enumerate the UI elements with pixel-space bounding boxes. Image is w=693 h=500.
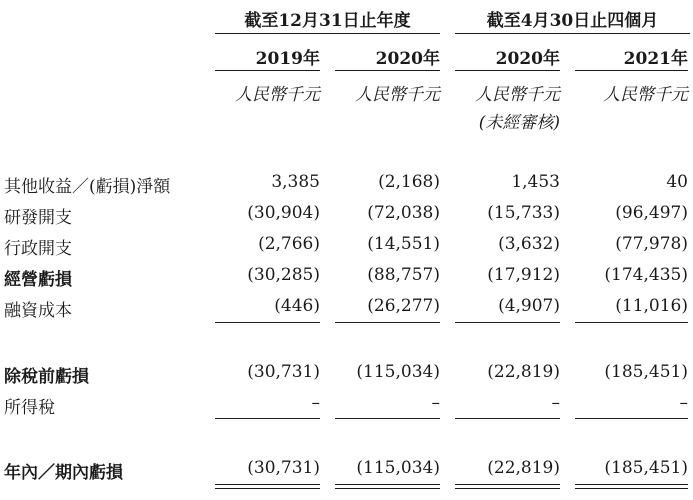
- total-double-rule-4a: [575, 484, 688, 485]
- cell-loss-for-period-2021-p: (185,451): [604, 458, 688, 478]
- cell-other-gains-2020-p: 1,453: [511, 172, 560, 192]
- cell-admin-2021-p: (77,978): [615, 234, 688, 254]
- cell-rd-2020: (72,038): [367, 203, 440, 223]
- year-rule-3: [455, 70, 560, 71]
- cell-loss-for-period-2020: (115,034): [356, 458, 440, 478]
- cell-finance-costs-2021-p: (11,016): [615, 296, 688, 316]
- cell-operating-loss-2020: (88,757): [367, 265, 440, 285]
- total-double-rule-2b: [335, 488, 440, 489]
- cell-loss-before-tax-2021-p: (185,451): [604, 362, 688, 382]
- cell-finance-costs-2019: (446): [274, 296, 320, 316]
- unit-label-1: 人民幣千元: [235, 85, 320, 105]
- cell-finance-costs-2020: (26,277): [367, 296, 440, 316]
- cell-finance-costs-2020-p: (4,907): [498, 296, 560, 316]
- row-label-other-gains: 其他收益／(虧損)淨額: [4, 177, 171, 197]
- cell-rd-2019: (30,904): [247, 203, 320, 223]
- year-header-2019: 2019年: [255, 49, 320, 69]
- cell-loss-for-period-2019: (30,731): [247, 458, 320, 478]
- year-rule-2: [335, 70, 440, 71]
- cell-income-tax-2020: –: [431, 393, 440, 413]
- cell-other-gains-2020: (2,168): [378, 172, 440, 192]
- header-group-rule-2: [455, 33, 690, 34]
- unit-label-3: 人民幣千元: [475, 85, 560, 105]
- subtotal-rule-4: [575, 322, 688, 323]
- cell-admin-2020: (14,551): [367, 234, 440, 254]
- year-header-2020: 2020年: [375, 49, 440, 69]
- subtotal-rule-1: [215, 322, 320, 323]
- total-double-rule-3b: [455, 488, 560, 489]
- header-group-four-months: 截至4月30日止四個月: [486, 11, 659, 31]
- row-label-rd: 研發開支: [4, 208, 72, 228]
- tax-rule-1: [215, 418, 320, 419]
- cell-income-tax-2020-p: –: [551, 393, 560, 413]
- cell-admin-2019: (2,766): [258, 234, 320, 254]
- tax-rule-2: [335, 418, 440, 419]
- total-double-rule-1b: [215, 488, 320, 489]
- row-label-loss-for-period: 年內／期內虧損: [4, 463, 123, 483]
- subtotal-rule-2: [335, 322, 440, 323]
- cell-loss-before-tax-2020: (115,034): [356, 362, 440, 382]
- cell-admin-2020-p: (3,632): [498, 234, 560, 254]
- cell-other-gains-2019: 3,385: [271, 172, 320, 192]
- year-rule-4: [575, 70, 688, 71]
- row-label-income-tax: 所得稅: [4, 398, 55, 418]
- row-label-loss-before-tax: 除稅前虧損: [4, 367, 89, 387]
- cell-operating-loss-2021-p: (174,435): [604, 265, 688, 285]
- year-header-2021-period: 2021年: [623, 49, 688, 69]
- cell-other-gains-2021-p: 40: [666, 172, 688, 192]
- total-double-rule-3a: [455, 484, 560, 485]
- year-rule-1: [215, 70, 320, 71]
- unaudited-label: (未經審核): [478, 113, 560, 133]
- tax-rule-3: [455, 418, 560, 419]
- header-group-rule-1: [215, 33, 440, 34]
- row-label-operating-loss: 經營虧損: [4, 270, 72, 290]
- cell-income-tax-2021-p: –: [679, 393, 688, 413]
- header-group-year-end: 截至12月31日止年度: [244, 11, 411, 31]
- cell-rd-2020-p: (15,733): [487, 203, 560, 223]
- cell-loss-before-tax-2019: (30,731): [247, 362, 320, 382]
- cell-loss-before-tax-2020-p: (22,819): [487, 362, 560, 382]
- cell-operating-loss-2019: (30,285): [247, 265, 320, 285]
- cell-loss-for-period-2020-p: (22,819): [487, 458, 560, 478]
- cell-income-tax-2019: –: [311, 393, 320, 413]
- subtotal-rule-3: [455, 322, 560, 323]
- year-header-2020-period: 2020年: [495, 49, 560, 69]
- unit-label-2: 人民幣千元: [355, 85, 440, 105]
- total-double-rule-2a: [335, 484, 440, 485]
- cell-operating-loss-2020-p: (17,912): [487, 265, 560, 285]
- unit-label-4: 人民幣千元: [603, 85, 688, 105]
- total-double-rule-1a: [215, 484, 320, 485]
- row-label-admin: 行政開支: [4, 239, 72, 259]
- cell-rd-2021-p: (96,497): [615, 203, 688, 223]
- total-double-rule-4b: [575, 488, 688, 489]
- tax-rule-4: [575, 418, 688, 419]
- row-label-finance-costs: 融資成本: [4, 301, 72, 321]
